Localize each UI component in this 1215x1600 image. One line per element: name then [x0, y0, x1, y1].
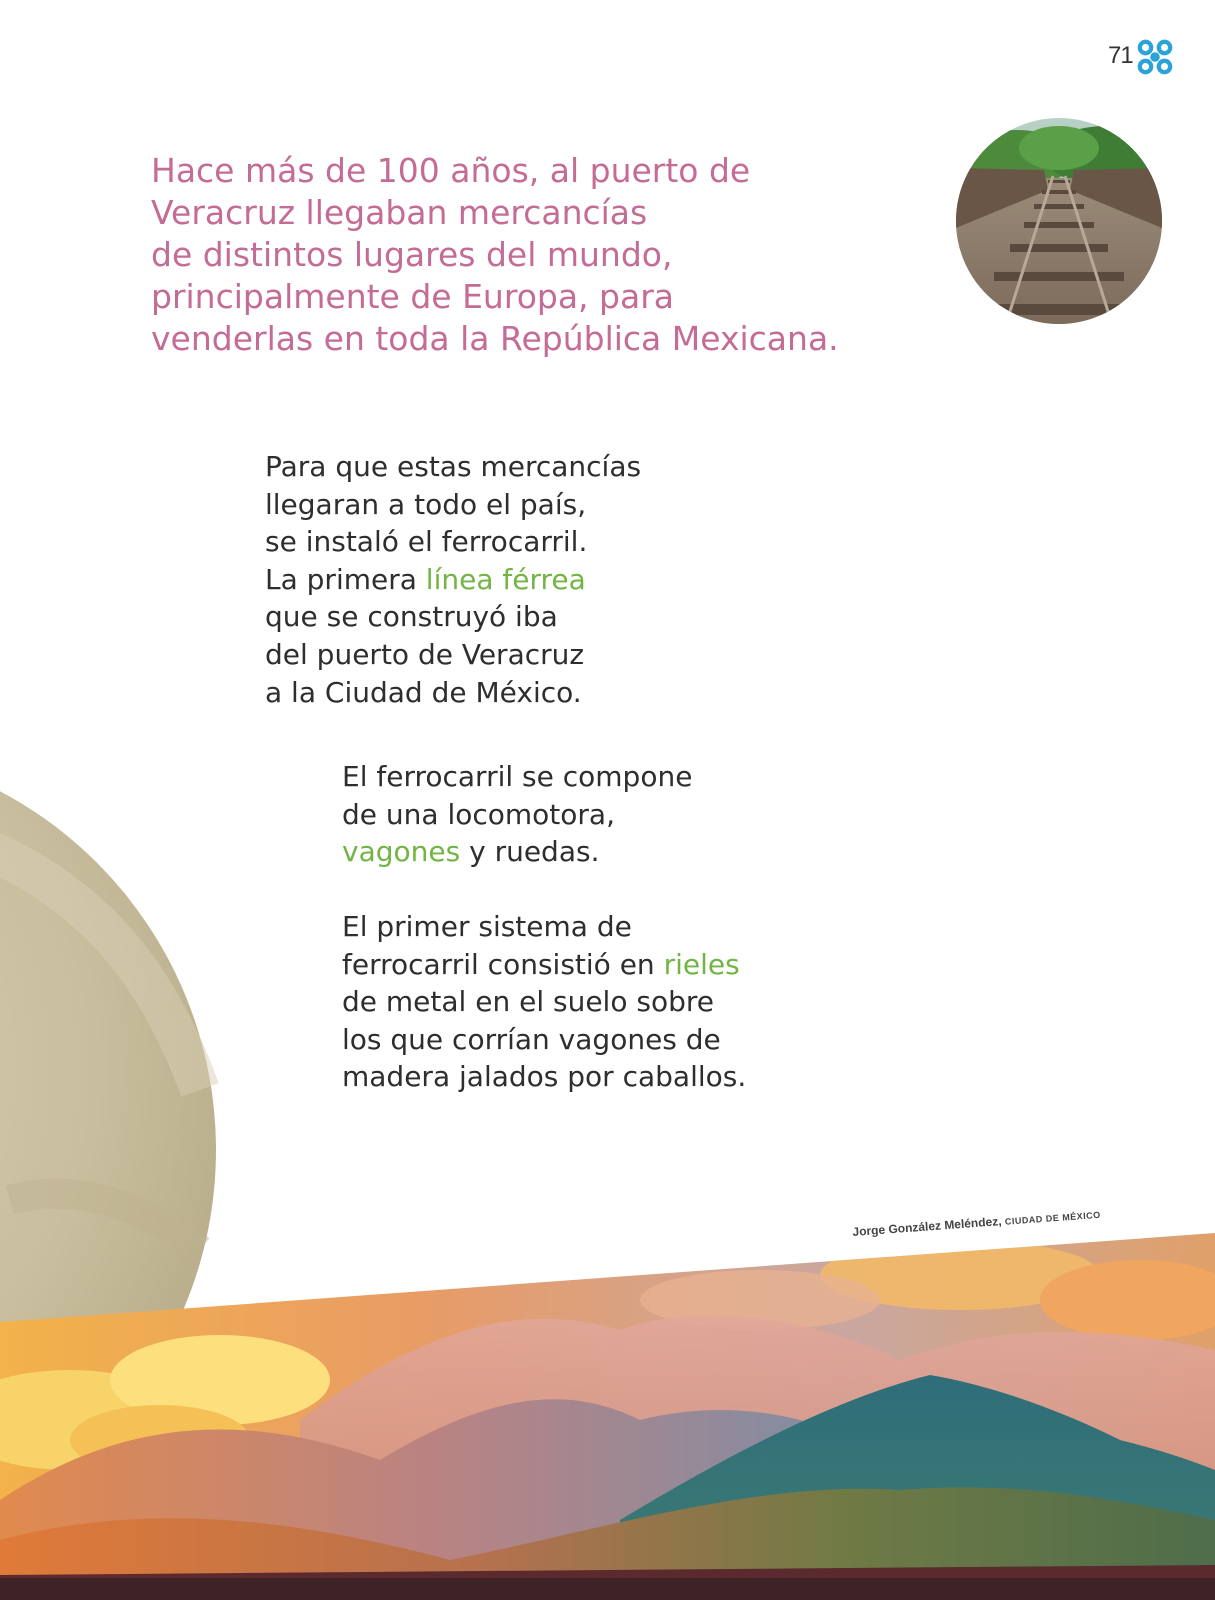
glossary-term-vagones: vagones: [342, 835, 461, 869]
text-line: [265, 561, 641, 599]
railway-photo: [956, 118, 1162, 324]
credit-author: Jorge González Meléndez,: [852, 1214, 1002, 1239]
text-line: de metal en el suelo sobre: [342, 985, 714, 1019]
paragraph-railway-origin: [265, 448, 641, 711]
paragraph-first-system: [342, 908, 746, 1096]
text-line: del puerto de Veracruz: [265, 637, 585, 671]
flower-ornament-icon: [1136, 38, 1174, 76]
text-line: [342, 833, 692, 871]
text-line: los que corrían vagones de: [342, 1022, 721, 1056]
intro-line: Hace más de 100 años, al puerto de: [151, 151, 751, 190]
text-line: se instaló el ferrocarril.: [265, 525, 588, 559]
text-line: El ferrocarril se compone: [342, 760, 693, 793]
text-line: El primer sistema de: [342, 910, 632, 943]
text-fragment: La primera: [265, 562, 426, 596]
intro-line: Veracruz llegaban mercancías: [151, 193, 648, 232]
credit-place: CIUDAD DE MÉXICO: [1004, 1209, 1102, 1227]
text-fragment: y ruedas.: [460, 835, 600, 869]
page-number: 71: [1108, 42, 1133, 69]
text-line: que se construyó iba: [265, 600, 558, 634]
paragraph-train-parts: [342, 758, 692, 871]
text-line: [342, 946, 746, 984]
intro-line: venderlas en toda la República Mexicana.: [151, 319, 839, 358]
text-line: llegaran a todo el país,: [265, 487, 587, 521]
glossary-term-linea-ferrea: línea férrea: [425, 562, 586, 596]
glossary-term-rieles: rieles: [663, 947, 740, 981]
intro-line: de distintos lugares del mundo,: [151, 235, 673, 274]
intro-paragraph: [151, 150, 911, 360]
text-fragment: ferrocarril consistió en: [342, 947, 664, 981]
text-line: a la Ciudad de México.: [265, 675, 582, 709]
text-line: Para que estas mercancías: [265, 450, 642, 483]
text-line: madera jalados por caballos.: [342, 1060, 747, 1094]
text-line: de una locomotora,: [342, 797, 615, 831]
intro-line: principalmente de Europa, para: [151, 277, 674, 316]
